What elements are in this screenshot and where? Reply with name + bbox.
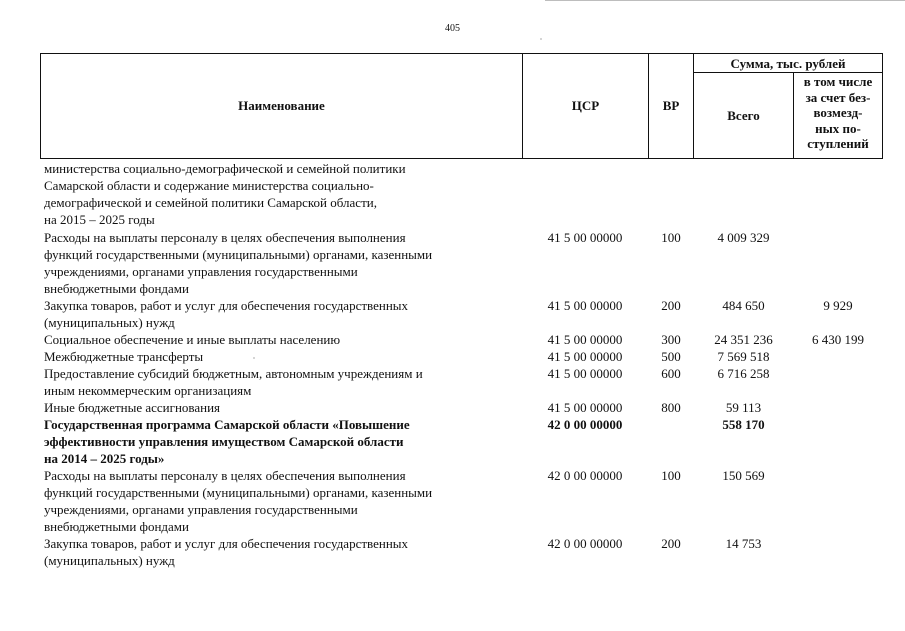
row-total: 150 569 — [722, 468, 765, 483]
header-right-border — [882, 53, 883, 159]
header-grants: в том числе за счет без- возмезд- ных по- ступлений — [803, 74, 873, 151]
header-total: Всего — [727, 108, 760, 123]
row-vr: 300 — [661, 332, 681, 347]
row-total: 59 113 — [725, 400, 762, 415]
row-csr: 42 0 00 00000 — [547, 417, 623, 432]
row-total: 558 170 — [722, 417, 765, 432]
row-vr: 500 — [661, 349, 681, 364]
row-total: 4 009 329 — [717, 230, 770, 245]
row-vr: 200 — [661, 536, 681, 551]
row-csr: 41 5 00 00000 — [547, 230, 623, 245]
sum-subheader-border — [693, 72, 883, 73]
row-vr: 100 — [661, 230, 681, 245]
row-csr: 41 5 00 00000 — [547, 332, 623, 347]
row-csr: 42 0 00 00000 — [547, 468, 623, 483]
row-vr: 200 — [661, 298, 681, 313]
header-sum: Сумма, тыс. рублей — [730, 56, 846, 71]
row-csr: 42 0 00 00000 — [547, 536, 623, 551]
row-name: министерства социально-демографической и семейной политики Самарской области и содержание министерства социально- демографической и семейной политики Самарской области, на 2015 – 2025 годы — [44, 161, 406, 227]
row-csr: 41 5 00 00000 — [547, 366, 623, 381]
row-total: 484 650 — [722, 298, 765, 313]
header-top-border — [40, 53, 883, 54]
row-name: Предоставление субсидий бюджетным, автономным учреждениям и иным некоммерческим организациям — [44, 366, 423, 398]
row-csr: 41 5 00 00000 — [547, 349, 623, 364]
row-total: 14 753 — [725, 536, 762, 551]
row-csr: 41 5 00 00000 — [547, 400, 623, 415]
row-total: 6 716 258 — [717, 366, 770, 381]
scan-edge-line — [545, 0, 905, 1]
row-total: 24 351 236 — [714, 332, 773, 347]
row-name: Государственная программа Самарской области «Повышение эффективности управления имуществом Самарской области на 2014 – 2025 годы» — [44, 417, 410, 466]
row-csr: 41 5 00 00000 — [547, 298, 623, 313]
header-bottom-border — [40, 158, 883, 159]
scan-speck — [540, 38, 542, 40]
row-total: 7 569 518 — [717, 349, 770, 364]
header-vr: ВР — [662, 98, 680, 113]
row-name: Закупка товаров, работ и услуг для обеспечения государственных (муниципальных) нужд — [44, 298, 409, 330]
row-grants: 6 430 199 — [812, 332, 864, 347]
row-name: Иные бюджетные ассигнования — [44, 400, 221, 415]
row-name: Закупка товаров, работ и услуг для обеспечения государственных (муниципальных) нужд — [44, 536, 409, 568]
header-name: Наименование — [238, 98, 325, 113]
row-name: Расходы на выплаты персоналу в целях обеспечения выполнения функций государственными (муниципальными) органами, казенными учреждениями, органами управления государственными внебюджетными фондами — [44, 468, 433, 534]
row-vr: 600 — [661, 366, 681, 381]
row-name: Расходы на выплаты персоналу в целях обеспечения выполнения функций государственными (муниципальными) органами, казенными учреждениями, органами управления государственными внебюджетными фондами — [44, 230, 433, 296]
row-name: Межбюджетные трансферты — [44, 349, 204, 364]
page-number: 405 — [445, 23, 460, 34]
row-vr: 800 — [661, 400, 681, 415]
row-grants: 9 929 — [823, 298, 853, 313]
row-vr: 100 — [661, 468, 681, 483]
header-csr: ЦСР — [571, 98, 600, 113]
scan-speck — [253, 357, 255, 359]
row-name: Социальное обеспечение и иные выплаты населению — [44, 332, 341, 347]
